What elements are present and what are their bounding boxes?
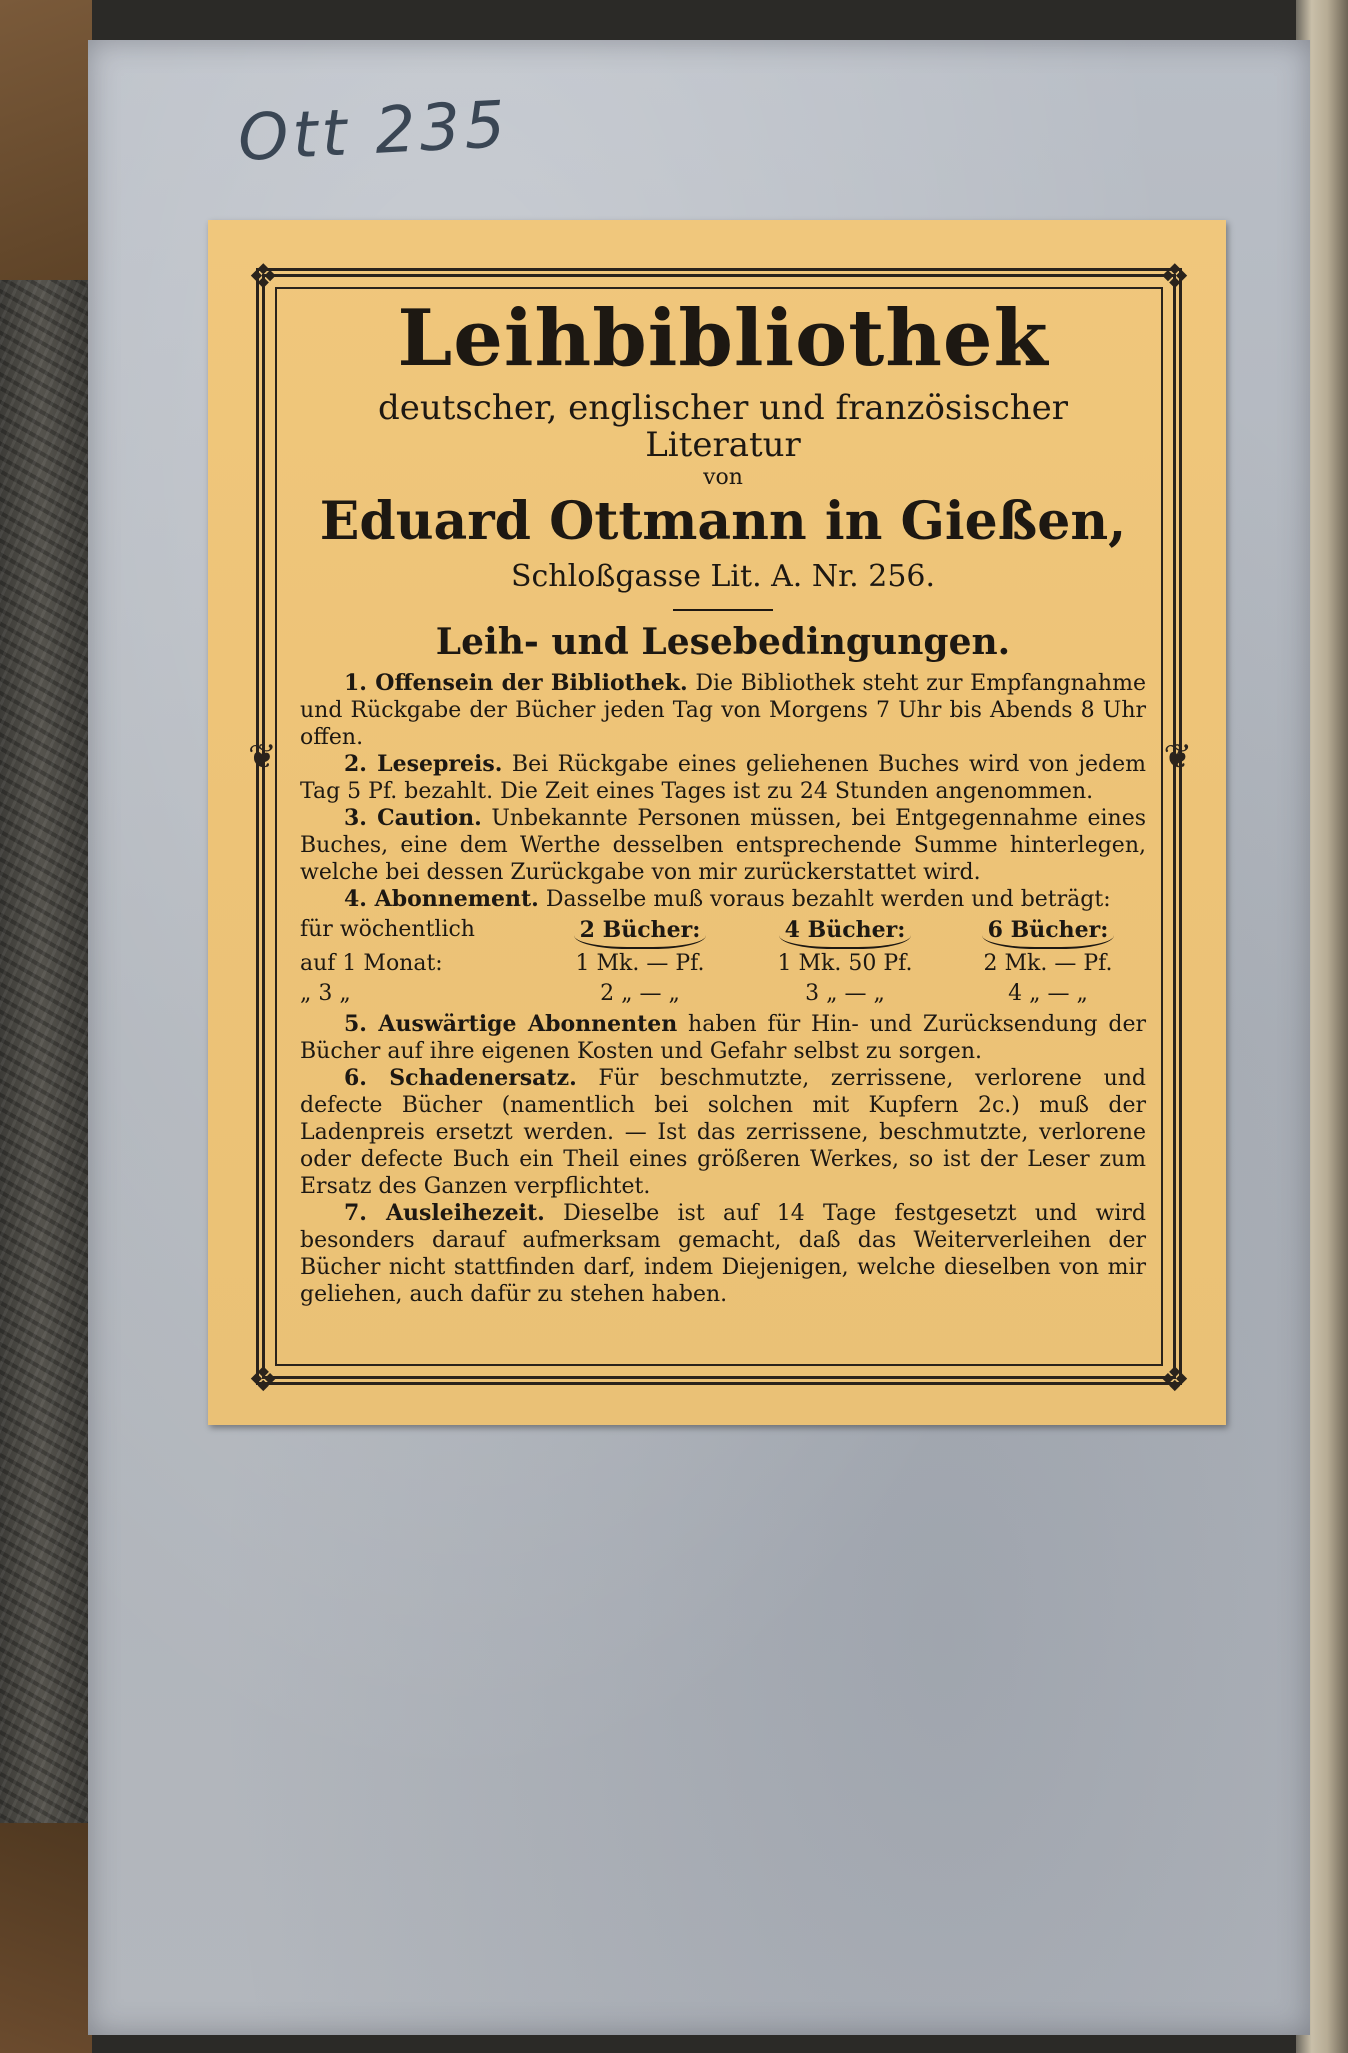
divider-rule xyxy=(673,609,773,611)
subscription-price: 1 Mk. — Pf. xyxy=(575,951,705,977)
library-subtitle: deutscher, englischer und französischer Literatur xyxy=(377,387,1069,466)
rule-heading: 6. Schadenersatz. xyxy=(344,1065,577,1092)
rule-heading: 1. Offensein der Bibliothek. xyxy=(344,670,688,697)
subscription-table xyxy=(300,915,1146,1009)
rule-text: Unbekannte Personen müssen, bei Entgegennahme eines Buches, eine dem Werthe desselben entsprechende Summe hinterlegen, welche bei dessen Zurückgabe von mir zurückerstattet wird. xyxy=(300,806,1147,886)
rule-text: Dieselbe ist auf 14 Tage festgesetzt und wird besonders darauf aufmerksam gemacht, daß das Weiterverleihen der Bücher nicht stattfinden darf, indem Diejenigen, welche dieselben von mir geliehen, auch dafür zu stehen haben. xyxy=(300,1201,1146,1308)
rule-paragraph xyxy=(300,805,1146,886)
handwritten-shelfmark: Ott 235 xyxy=(236,87,511,177)
marbled-binding xyxy=(0,0,92,2053)
subscription-column-header: 6 Bücher: xyxy=(950,915,1146,949)
subscription-column-header: 4 Bücher: xyxy=(740,915,950,949)
subscription-price: 4 „ — „ xyxy=(1008,981,1088,1007)
pastedown-page xyxy=(88,40,1310,2035)
corner-ornament-icon: ❖ xyxy=(1159,1360,1190,1400)
subscription-price: 3 „ — „ xyxy=(805,981,885,1007)
rule-text: Die Bibliothek steht zur Empfangnahme und Rückgabe der Bücher jeden Tag von Morgens 7 Uhr bis Abends 8 Uhr offen. xyxy=(300,671,1146,751)
subscription-price: 2 Mk. — Pf. xyxy=(983,951,1113,977)
subscription-column-header: 2 Bücher: xyxy=(540,915,740,949)
corner-ornament-icon: ❖ xyxy=(1159,257,1190,297)
rule-text: Bei Rückgabe eines geliehenen Buches wird von jedem Tag 5 Pf. bezahlt. Die Zeit eines Tages ist zu 24 Stunden angenommen. xyxy=(300,752,1146,805)
rule-text: Für beschmutzte, zerrissene, verlorene und defecte Bücher (namentlich bei solchen mit Kupfern 2c.) muß der Ladenpreis ersetzt werden. — Ist das zerrissene, beschmutzte, verlorene oder defecte Buch ein Theil eines größeren Werkes, so ist der Leser zum Ersatz des Ganzen verpflichtet. xyxy=(300,1066,1147,1200)
rule-paragraph xyxy=(300,1065,1146,1200)
rule-text: Dasselbe muß voraus bezahlt werden und beträgt: xyxy=(538,887,1111,913)
bookplate-text xyxy=(300,293,1147,1308)
rule-heading: 4. Abonnement. xyxy=(344,886,539,913)
subscription-price: 2 „ — „ xyxy=(600,981,680,1007)
library-title: Leihbibliothek xyxy=(397,293,1049,384)
bookplate-label xyxy=(208,220,1226,1425)
corner-ornament-icon: ❖ xyxy=(248,1360,279,1400)
rule-paragraph xyxy=(300,670,1146,751)
rule-paragraph xyxy=(300,1011,1146,1065)
leather-corner-bottom xyxy=(0,1823,92,2053)
subscription-period: „ 3 „ xyxy=(300,981,351,1007)
von-line: von xyxy=(703,464,743,490)
rule-heading: 7. Ausleihezeit. xyxy=(344,1200,545,1227)
rule-paragraph xyxy=(300,886,1146,913)
owner-address: Schloßgasse Lit. A. Nr. 256. xyxy=(510,558,936,594)
rule-paragraph xyxy=(300,1200,1146,1308)
subscription-row-label: für wöchentlich xyxy=(300,917,475,943)
rule-heading: 5. Auswärtige Abonnenten xyxy=(344,1011,678,1038)
subscription-price: 1 Mk. 50 Pf. xyxy=(777,951,913,977)
conditions-heading: Leih- und Lesebedingungen. xyxy=(435,620,1011,663)
side-ornament-icon: ❦ xyxy=(1163,737,1192,777)
side-ornament-icon: ❦ xyxy=(248,737,277,777)
rule-heading: 2. Lesepreis. xyxy=(344,751,503,778)
rule-text: haben für Hin- und Zurücksendung der Bücher auf ihre eigenen Kosten und Gefahr selbst zu sorgen. xyxy=(300,1012,1146,1065)
rule-heading: 3. Caution. xyxy=(344,805,482,832)
subscription-period: auf 1 Monat: xyxy=(300,951,443,977)
rule-paragraph xyxy=(300,751,1146,805)
corner-ornament-icon: ❖ xyxy=(248,257,279,297)
owner-name: Eduard Ottmann in Gießen, xyxy=(319,490,1127,552)
leather-corner-top xyxy=(0,0,92,280)
